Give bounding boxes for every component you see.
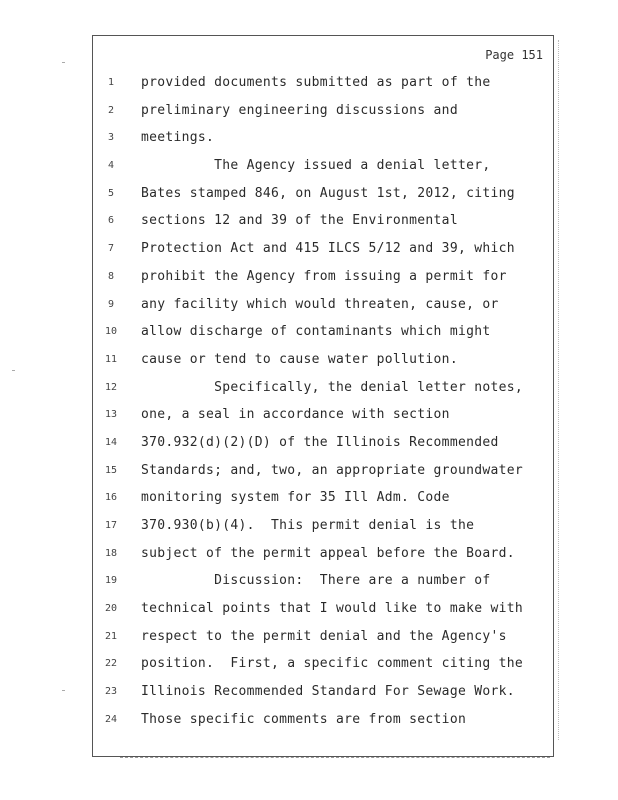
transcript-line: [93, 104, 553, 132]
transcript-line: [93, 547, 553, 575]
line-text: 370.932(d)(2)(D) of the Illinois Recommended: [141, 434, 499, 450]
line-number: 5: [107, 187, 115, 199]
transcript-lines: [93, 76, 553, 741]
line-text: cause or tend to cause water pollution.: [141, 351, 458, 367]
line-text: subject of the permit appeal before the Board.: [141, 545, 515, 561]
line-text: Those specific comments are from section: [141, 711, 467, 727]
line-text: Discussion: There are a number of: [141, 573, 491, 589]
line-number: 16: [104, 492, 118, 504]
transcript-line: [93, 685, 553, 713]
transcript-line: [93, 602, 553, 630]
transcript-line: [93, 270, 553, 298]
transcript-line: [93, 325, 553, 353]
page-number: Page 151: [485, 48, 543, 62]
transcript-line: [93, 242, 553, 270]
transcript-line: [93, 408, 553, 436]
line-text: technical points that I would like to make with: [141, 601, 523, 617]
line-number: 19: [104, 575, 118, 587]
line-text: preliminary engineering discussions and: [141, 102, 458, 118]
line-text: Bates stamped 846, on August 1st, 2012, citing: [141, 185, 515, 201]
line-text: one, a seal in accordance with section: [141, 407, 450, 423]
line-number: 17: [104, 520, 118, 531]
line-text: sections 12 and 39 of the Environmental: [141, 213, 458, 229]
line-number: 3: [107, 132, 115, 144]
scan-mark: [62, 690, 65, 691]
line-text: provided documents submitted as part of the: [141, 75, 491, 90]
line-number: 2: [107, 104, 115, 116]
line-text: Standards; and, two, an appropriate groundwater: [141, 462, 523, 478]
transcript-line: [93, 713, 553, 741]
line-text: position. First, a specific comment citing the: [141, 656, 523, 672]
transcript-line: [93, 214, 553, 242]
line-text: 370.930(b)(4). This permit denial is the: [141, 518, 475, 533]
transcript-line: [93, 381, 553, 409]
line-text: allow discharge of contaminants which might: [141, 324, 491, 340]
line-text: The Agency issued a denial letter,: [141, 158, 491, 174]
line-number: 23: [104, 686, 118, 698]
line-number: 18: [104, 547, 118, 559]
line-number: 7: [107, 243, 115, 255]
transcript-line: [93, 131, 553, 159]
line-number: 4: [107, 160, 115, 172]
line-number: 8: [107, 270, 115, 282]
transcript-line: [93, 657, 553, 685]
line-number: 20: [104, 603, 118, 615]
transcript-line: [93, 76, 553, 104]
transcript-line: [93, 519, 553, 547]
line-text: meetings.: [141, 130, 215, 146]
line-text: respect to the permit denial and the Agency's: [141, 628, 507, 644]
transcript-line: [93, 491, 553, 519]
line-text: any facility which would threaten, cause, or: [141, 296, 499, 312]
line-text: Protection Act and 415 ILCS 5/12 and 39, which: [141, 241, 515, 257]
transcript-line: [93, 353, 553, 381]
line-text: Illinois Recommended Standard For Sewage Work.: [141, 684, 515, 700]
transcript-line: [93, 574, 553, 602]
line-number: 22: [104, 658, 118, 670]
line-number: 24: [104, 713, 118, 725]
line-text: Specifically, the denial letter notes,: [141, 379, 523, 395]
bottom-rule: [120, 757, 550, 759]
transcript-line: [93, 159, 553, 187]
line-number: 9: [107, 298, 115, 310]
line-number: 21: [104, 630, 118, 642]
transcript-line: [93, 298, 553, 326]
line-number: 10: [104, 326, 118, 338]
line-number: 1: [107, 77, 115, 88]
transcript-line: [93, 630, 553, 658]
scan-mark: [12, 370, 15, 371]
transcript-line: [93, 436, 553, 464]
right-margin-rule: [558, 40, 560, 740]
line-text: monitoring system for 35 Ill Adm. Code: [141, 490, 450, 506]
transcript-line: [93, 187, 553, 215]
scan-mark: [62, 62, 65, 63]
line-number: 12: [104, 381, 118, 393]
transcript-page: [92, 35, 554, 757]
line-number: 13: [104, 409, 118, 421]
line-number: 6: [107, 215, 115, 227]
line-text: prohibit the Agency from issuing a permit for: [141, 268, 507, 284]
line-number: 15: [104, 464, 118, 476]
line-number: 11: [104, 353, 118, 365]
transcript-line: [93, 464, 553, 492]
line-number: 14: [104, 436, 118, 448]
